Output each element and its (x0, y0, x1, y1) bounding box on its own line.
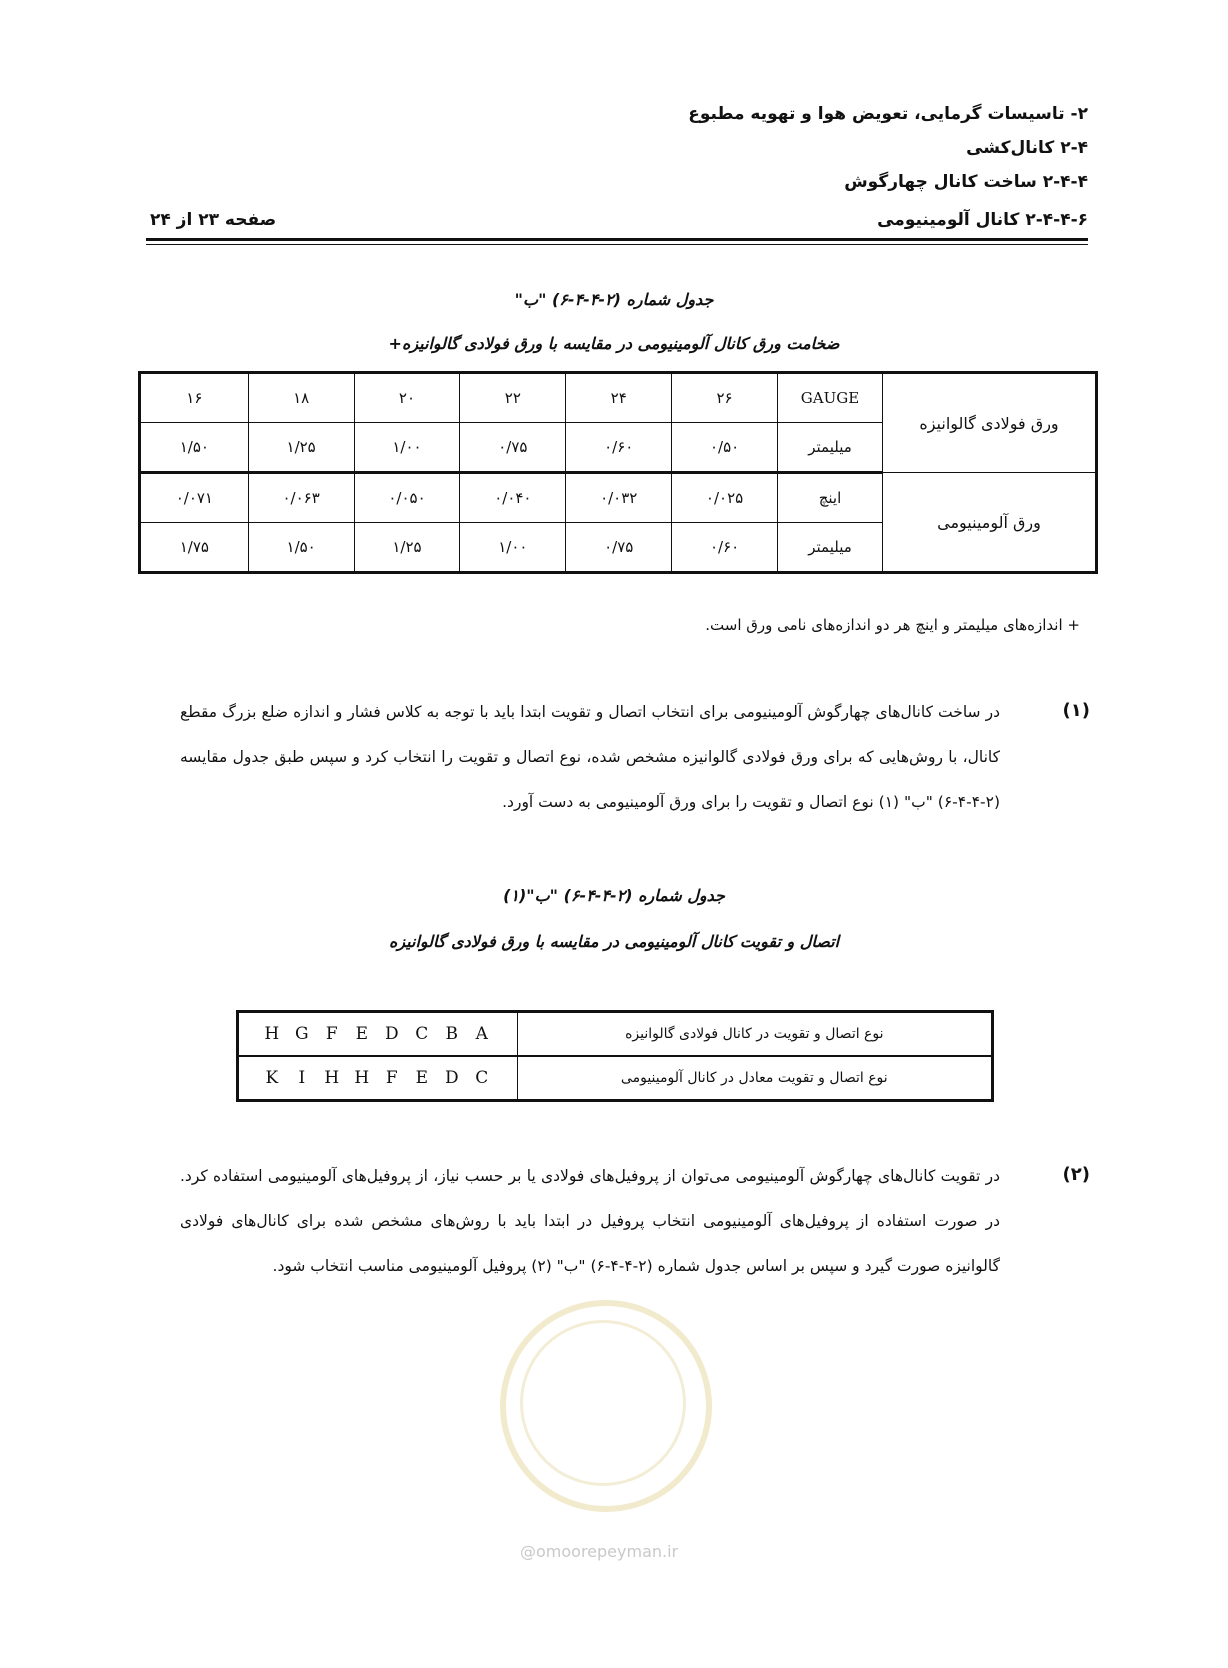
table-cell: ۰/۶۰ (566, 423, 672, 473)
table-cell: ۰/۶۰ (672, 523, 778, 573)
table-cell: ۱/۵۰ (248, 523, 354, 573)
page-number: صفحه ۲۳ از ۲۴ (150, 210, 277, 230)
code: H (264, 1024, 282, 1044)
table1-caption-title: ضخامت ورق کانال آلومینیومی در مقایسه با ورق فولادی گالوانیزه+ (388, 334, 840, 353)
steel-row-label: ورق فولادی گالوانیزه (883, 373, 1097, 473)
aluminum-codes-cell (238, 1056, 518, 1101)
paragraph2-number: (۲) (1062, 1164, 1090, 1185)
table-cell: ۱/۰۰ (354, 423, 460, 473)
table-cell: ۱۶ (140, 373, 249, 423)
mm-label: میلیمتر (778, 523, 883, 573)
code: C (475, 1068, 491, 1088)
code: B (445, 1024, 461, 1044)
table-cell: ۰/۷۵ (460, 423, 566, 473)
table-cell: ۰/۰۲۵ (672, 473, 778, 523)
table-cell: ۰/۵۰ (672, 423, 778, 473)
watermark-seal-inner (520, 1320, 686, 1486)
table-cell: ۰/۰۴۰ (460, 473, 566, 523)
inch-label: اینچ (778, 473, 883, 523)
table-cell: ۲۲ (460, 373, 566, 423)
table-cell: ۱/۷۵ (140, 523, 249, 573)
table-cell: ۲۰ (354, 373, 460, 423)
code: E (415, 1068, 430, 1088)
paragraph2-text: در تقویت کانال‌های چهارگوش آلومینیومی می‌توان از پروفیل‌های فولادی یا بر حسب نیاز، از پروفیل‌های آلومینیومی استفاده کرد. در صورت استفاده از پروفیل‌های آلومینیومی انتخاب پروفیل در ابتدا باید با روش‌های مشخص شده برای کانال‌های فولادی گالوانیزه صورت گیرد و سپس بر اساس جدول شماره (۲-۴-۴-۶) "ب" (۲) پروفیل آلومینیومی مناسب انتخاب شود. (180, 1167, 1000, 1275)
table2-caption-title: اتصال و تقویت کانال آلومینیومی در مقایسه با ورق فولادی گالوانیزه (388, 932, 840, 951)
table-cell: ۰/۰۵۰ (354, 473, 460, 523)
paragraph1-number: (۱) (1062, 700, 1090, 721)
table-cell: ۱/۰۰ (460, 523, 566, 573)
header-current-section: ۲-۴-۴-۶ کانال آلومینیومی (877, 210, 1088, 230)
header-rule (146, 238, 1088, 241)
header-rule-thin (146, 244, 1088, 245)
steel-codes-cell (238, 1012, 518, 1057)
watermark-seal (500, 1300, 712, 1512)
header-section-title: ۲- تاسیسات گرمایی، تعویض هوا و تهویه مطبوع (688, 104, 1088, 124)
paragraph1-text: در ساخت کانال‌های چهارگوش آلومینیومی برای انتخاب اتصال و تقویت ابتدا باید با توجه به کلاس فشار و اندازه ضلع بزرگ مقطع کانال، با روش‌هایی که برای ورق فولادی گالوانیزه مشخص شده، نوع اتصال و تقویت را انتخاب کرد و سپس طبق جدول مقایسه (۲-۴-۴-۶) "ب" (۱) نوع اتصال و تقویت را برای ورق آلومینیومی به دست آورد. (180, 703, 1000, 811)
code: F (325, 1024, 340, 1044)
aluminum-joint-label: نوع اتصال و تقویت معادل در کانال آلومینیومی (517, 1056, 992, 1101)
steel-joint-label: نوع اتصال و تقویت در کانال فولادی گالوانیزه (517, 1012, 992, 1057)
code: H (354, 1068, 372, 1088)
table-cell: ۱/۵۰ (140, 423, 249, 473)
code: I (298, 1068, 308, 1088)
code: F (385, 1068, 400, 1088)
gauge-label: GAUGE (778, 373, 883, 423)
table2-caption-number: جدول شماره (۲-۴-۴-۶) "ب"(۱) (503, 886, 725, 905)
table-cell: ۰/۰۳۲ (566, 473, 672, 523)
code: E (355, 1024, 370, 1044)
code: G (295, 1024, 311, 1044)
header-subsubsection-title: ۲-۴-۴ ساخت کانال چهارگوش (844, 172, 1088, 192)
table-cell: ۰/۰۶۳ (248, 473, 354, 523)
table-cell: ۰/۷۵ (566, 523, 672, 573)
mm-label: میلیمتر (778, 423, 883, 473)
table-cell: ۱/۲۵ (354, 523, 460, 573)
table1-footnote: + اندازه‌های میلیمتر و اینچ هر دو اندازه‌های نامی ورق است. (705, 616, 1080, 634)
table-cell: ۰/۰۷۱ (140, 473, 249, 523)
table1-caption-number: جدول شماره (۲-۴-۴-۶) "ب" (514, 290, 714, 309)
aluminum-row-label: ورق آلومینیومی (883, 473, 1097, 573)
thickness-table (138, 371, 1098, 574)
table-cell: ۱/۲۵ (248, 423, 354, 473)
code: D (384, 1024, 401, 1044)
joint-reinforcement-table (236, 1010, 994, 1102)
code: K (265, 1068, 281, 1088)
code: H (324, 1068, 342, 1088)
table-cell: ۲۶ (672, 373, 778, 423)
table-cell: ۱۸ (248, 373, 354, 423)
code: D (444, 1068, 461, 1088)
code: A (475, 1024, 490, 1044)
table-cell: ۲۴ (566, 373, 672, 423)
code: C (415, 1024, 431, 1044)
watermark-text: @omoorepeyman.ir (520, 1542, 679, 1561)
header-subsection-title: ۲-۴ کانال‌کشی (966, 138, 1088, 158)
